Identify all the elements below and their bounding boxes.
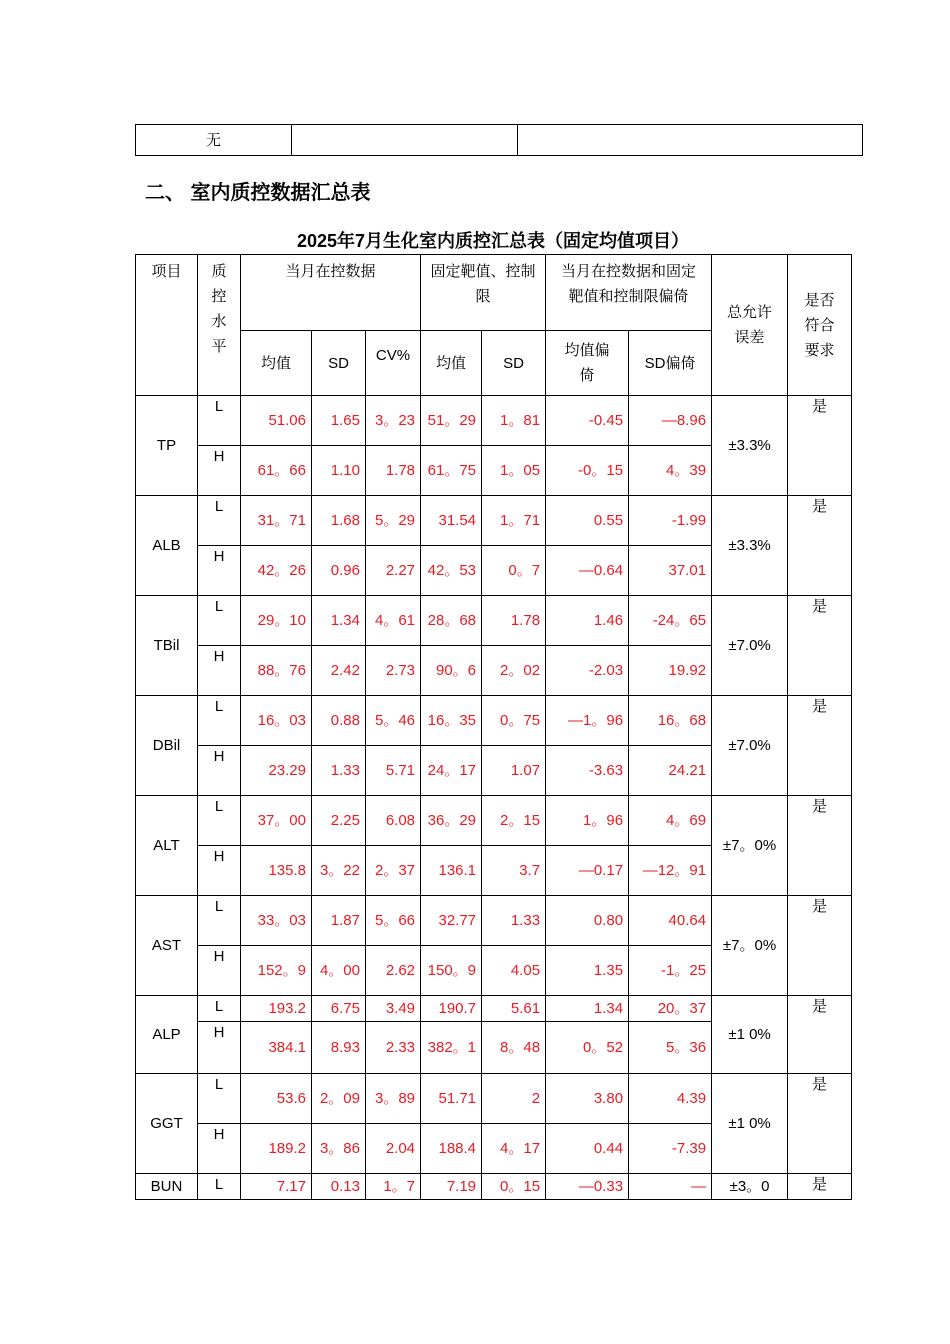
compliance-status: 是 — [788, 696, 852, 796]
cell-mean-bias: 0.55 — [546, 496, 629, 546]
cell-fixed-sd: 4.05 — [482, 946, 546, 996]
header-total-allowable-error: 总允许误差 — [712, 255, 788, 396]
cell-sd: 1.68 — [312, 496, 366, 546]
header-row — [136, 255, 852, 331]
cell-sd-bias: 37.01 — [629, 546, 712, 596]
item-name: DBil — [136, 696, 198, 796]
cell-cv: 1.78 — [366, 446, 421, 496]
cell-mean: 16。03 — [241, 696, 312, 746]
item-name: ALB — [136, 496, 198, 596]
cell-fixed-mean: 36。29 — [421, 796, 482, 846]
cell-fixed-sd: 1.78 — [482, 596, 546, 646]
cell-cv: 6.08 — [366, 796, 421, 846]
table-caption: 2025年7月生化室内质控汇总表（固定均值项目） — [296, 231, 690, 251]
cell-fixed-sd: 1。81 — [482, 396, 546, 446]
cell-cv: 3。23 — [366, 396, 421, 446]
cell-mean-bias: -3.63 — [546, 746, 629, 796]
cell-mean-bias: 3.80 — [546, 1074, 629, 1124]
cell-fixed-mean: 24。17 — [421, 746, 482, 796]
table-row — [136, 125, 863, 156]
header-sd: SD — [312, 331, 366, 396]
cell-cv: 5。29 — [366, 496, 421, 546]
cell-fixed-sd: 2。02 — [482, 646, 546, 696]
total-allowable-error: ±7.0% — [712, 696, 788, 796]
cell-sd-bias: 4.39 — [629, 1074, 712, 1124]
cell-mean: 193.2 — [241, 996, 312, 1022]
table-row — [136, 1174, 852, 1200]
header-cv: CV% — [366, 331, 421, 396]
compliance-status: 是 — [788, 1174, 852, 1200]
cell-mean-bias: —0.17 — [546, 846, 629, 896]
total-allowable-error: ±1 0% — [712, 996, 788, 1074]
qc-level: H — [198, 646, 241, 696]
cell-sd: 0.88 — [312, 696, 366, 746]
cell-cv: 2.04 — [366, 1124, 421, 1174]
cell-mean-bias: -0。15 — [546, 446, 629, 496]
compliance-status: 是 — [788, 496, 852, 596]
cell-cv: 2.62 — [366, 946, 421, 996]
cell-sd-bias: 40.64 — [629, 896, 712, 946]
table-row — [136, 496, 852, 546]
cell-mean-bias: 1.34 — [546, 996, 629, 1022]
cell-sd-bias: 4。69 — [629, 796, 712, 846]
cell-fixed-sd: 8。48 — [482, 1022, 546, 1074]
cell-mean: 189.2 — [241, 1124, 312, 1174]
total-allowable-error: ±1 0% — [712, 1074, 788, 1174]
cell-sd-bias: —8.96 — [629, 396, 712, 446]
cell-sd-bias: 19.92 — [629, 646, 712, 696]
compliance-status: 是 — [788, 396, 852, 496]
cell-sd: 3。22 — [312, 846, 366, 896]
qc-level: H — [198, 1022, 241, 1074]
compliance-status: 是 — [788, 996, 852, 1074]
cell-cv: 5。66 — [366, 896, 421, 946]
header-mean: 均值 — [241, 331, 312, 396]
cell-fixed-mean: 61。75 — [421, 446, 482, 496]
cell-cv: 5。46 — [366, 696, 421, 746]
qc-level: H — [198, 746, 241, 796]
cell-mean: 384.1 — [241, 1022, 312, 1074]
cell-fixed-sd: 2。15 — [482, 796, 546, 846]
header-compliant: 是否符合要求 — [788, 255, 852, 396]
cell-mean-bias: 1.46 — [546, 596, 629, 646]
cell-mean-bias: -0.45 — [546, 396, 629, 446]
qc-level: L — [198, 796, 241, 846]
total-allowable-error: ±7。0% — [712, 896, 788, 996]
cell-sd-bias: 20。37 — [629, 996, 712, 1022]
cell-cv: 1。7 — [366, 1174, 421, 1200]
cell-mean: 53.6 — [241, 1074, 312, 1124]
compliance-status: 是 — [788, 896, 852, 996]
cell-fixed-sd: 0。75 — [482, 696, 546, 746]
qc-level: L — [198, 1074, 241, 1124]
item-name: TP — [136, 396, 198, 496]
cell-sd-bias: 16。68 — [629, 696, 712, 746]
qc-summary-table — [135, 254, 852, 1200]
header-level: 质控水平 — [198, 255, 241, 396]
cell-mean-bias: —0.33 — [546, 1174, 629, 1200]
compliance-status: 是 — [788, 596, 852, 696]
cell-fixed-mean: 136.1 — [421, 846, 482, 896]
cell-fixed-sd: 0。7 — [482, 546, 546, 596]
cell-mean-bias: 0.80 — [546, 896, 629, 946]
qc-level: H — [198, 546, 241, 596]
cell-cv: 2.27 — [366, 546, 421, 596]
total-allowable-error: ±3。0 — [712, 1174, 788, 1200]
cell-cv: 3。89 — [366, 1074, 421, 1124]
cell-fixed-mean: 188.4 — [421, 1124, 482, 1174]
cell-cv: 4。61 — [366, 596, 421, 646]
total-allowable-error: ±7.0% — [712, 596, 788, 696]
cell-mean: 29。10 — [241, 596, 312, 646]
cell-sd-bias: 24.21 — [629, 746, 712, 796]
cell-cv: 3.49 — [366, 996, 421, 1022]
cell-mean-bias: 0。52 — [546, 1022, 629, 1074]
cell-sd-bias: — — [629, 1174, 712, 1200]
cell-sd: 6.75 — [312, 996, 366, 1022]
cell-sd-bias: —12。91 — [629, 846, 712, 896]
table-cell: 无 — [136, 125, 292, 156]
cell-sd: 2。09 — [312, 1074, 366, 1124]
cell-fixed-sd: 4。17 — [482, 1124, 546, 1174]
cell-sd: 2.42 — [312, 646, 366, 696]
qc-level: L — [198, 996, 241, 1022]
qc-level: H — [198, 946, 241, 996]
cell-sd: 4。00 — [312, 946, 366, 996]
header-item: 项目 — [136, 255, 198, 396]
cell-mean: 152。9 — [241, 946, 312, 996]
table-row — [136, 596, 852, 646]
cell-mean-bias: —1。96 — [546, 696, 629, 746]
header-fixed-mean: 均值 — [421, 331, 482, 396]
cell-mean: 51.06 — [241, 396, 312, 446]
previous-section-table — [135, 124, 863, 156]
compliance-status: 是 — [788, 1074, 852, 1174]
cell-fixed-sd: 1。05 — [482, 446, 546, 496]
cell-sd: 1.87 — [312, 896, 366, 946]
item-name: GGT — [136, 1074, 198, 1174]
header-fixed-sd: SD — [482, 331, 546, 396]
table-cell — [292, 125, 518, 156]
header-sd-bias: SD偏倚 — [629, 331, 712, 396]
cell-mean: 42。26 — [241, 546, 312, 596]
cell-fixed-mean: 150。9 — [421, 946, 482, 996]
compliance-status: 是 — [788, 796, 852, 896]
cell-fixed-sd: 0。15 — [482, 1174, 546, 1200]
cell-mean-bias: —0.64 — [546, 546, 629, 596]
qc-table-body — [136, 396, 852, 1200]
qc-level: L — [198, 496, 241, 546]
cell-sd-bias: -1.99 — [629, 496, 712, 546]
table-cell — [518, 125, 863, 156]
cell-fixed-sd: 1。71 — [482, 496, 546, 546]
cell-fixed-mean: 42。53 — [421, 546, 482, 596]
qc-level: L — [198, 396, 241, 446]
cell-mean-bias: -2.03 — [546, 646, 629, 696]
total-allowable-error: ±7。0% — [712, 796, 788, 896]
qc-level: L — [198, 896, 241, 946]
cell-cv: 2.33 — [366, 1022, 421, 1074]
cell-sd: 1.34 — [312, 596, 366, 646]
qc-level: L — [198, 1174, 241, 1200]
cell-fixed-mean: 32.77 — [421, 896, 482, 946]
cell-fixed-sd: 1.07 — [482, 746, 546, 796]
cell-mean-bias: 1.35 — [546, 946, 629, 996]
cell-mean: 7.17 — [241, 1174, 312, 1200]
cell-fixed-sd: 3.7 — [482, 846, 546, 896]
cell-sd: 0.13 — [312, 1174, 366, 1200]
table-row — [136, 796, 852, 846]
qc-level: L — [198, 596, 241, 646]
cell-cv: 2。37 — [366, 846, 421, 896]
section-heading: 二、 室内质控数据汇总表 — [145, 182, 371, 204]
table-row — [136, 696, 852, 746]
cell-sd: 0.96 — [312, 546, 366, 596]
cell-fixed-mean: 51.71 — [421, 1074, 482, 1124]
qc-level: H — [198, 446, 241, 496]
item-name: ALP — [136, 996, 198, 1074]
item-name: ALT — [136, 796, 198, 896]
total-allowable-error: ±3.3% — [712, 396, 788, 496]
header-mean-bias: 均值偏倚 — [546, 331, 629, 396]
cell-sd-bias: -1。25 — [629, 946, 712, 996]
cell-mean: 88。76 — [241, 646, 312, 696]
cell-sd: 8.93 — [312, 1022, 366, 1074]
qc-level: L — [198, 696, 241, 746]
cell-mean: 23.29 — [241, 746, 312, 796]
cell-cv: 2.73 — [366, 646, 421, 696]
table-row — [136, 896, 852, 946]
cell-fixed-sd: 5.61 — [482, 996, 546, 1022]
cell-mean: 33。03 — [241, 896, 312, 946]
cell-sd: 3。86 — [312, 1124, 366, 1174]
cell-fixed-mean: 7.19 — [421, 1174, 482, 1200]
cell-sd: 2.25 — [312, 796, 366, 846]
cell-fixed-mean: 382。1 — [421, 1022, 482, 1074]
cell-sd-bias: 5。36 — [629, 1022, 712, 1074]
qc-level: H — [198, 846, 241, 896]
cell-fixed-mean: 28。68 — [421, 596, 482, 646]
cell-mean: 61。66 — [241, 446, 312, 496]
table-row — [136, 996, 852, 1022]
cell-mean-bias: 0.44 — [546, 1124, 629, 1174]
cell-mean: 37。00 — [241, 796, 312, 846]
item-name: BUN — [136, 1174, 198, 1200]
item-name: AST — [136, 896, 198, 996]
cell-fixed-sd: 2 — [482, 1074, 546, 1124]
cell-sd-bias: -24。65 — [629, 596, 712, 646]
cell-cv: 5.71 — [366, 746, 421, 796]
header-current-data: 当月在控数据 — [241, 255, 421, 331]
cell-sd-bias: 4。39 — [629, 446, 712, 496]
cell-sd: 1.10 — [312, 446, 366, 496]
cell-fixed-mean: 51。29 — [421, 396, 482, 446]
table-row — [136, 396, 852, 446]
cell-fixed-mean: 90。6 — [421, 646, 482, 696]
header-bias: 当月在控数据和固定靶值和控制限偏倚 — [546, 255, 712, 331]
cell-sd: 1.33 — [312, 746, 366, 796]
table-row — [136, 1074, 852, 1124]
cell-sd-bias: -7.39 — [629, 1124, 712, 1174]
qc-level: H — [198, 1124, 241, 1174]
total-allowable-error: ±3.3% — [712, 496, 788, 596]
cell-sd: 1.65 — [312, 396, 366, 446]
cell-mean: 31。71 — [241, 496, 312, 546]
cell-fixed-mean: 190.7 — [421, 996, 482, 1022]
cell-mean-bias: 1。96 — [546, 796, 629, 846]
cell-fixed-mean: 31.54 — [421, 496, 482, 546]
cell-fixed-sd: 1.33 — [482, 896, 546, 946]
cell-fixed-mean: 16。35 — [421, 696, 482, 746]
header-fixed-target: 固定靶值、控制限 — [421, 255, 546, 331]
item-name: TBil — [136, 596, 198, 696]
cell-mean: 135.8 — [241, 846, 312, 896]
